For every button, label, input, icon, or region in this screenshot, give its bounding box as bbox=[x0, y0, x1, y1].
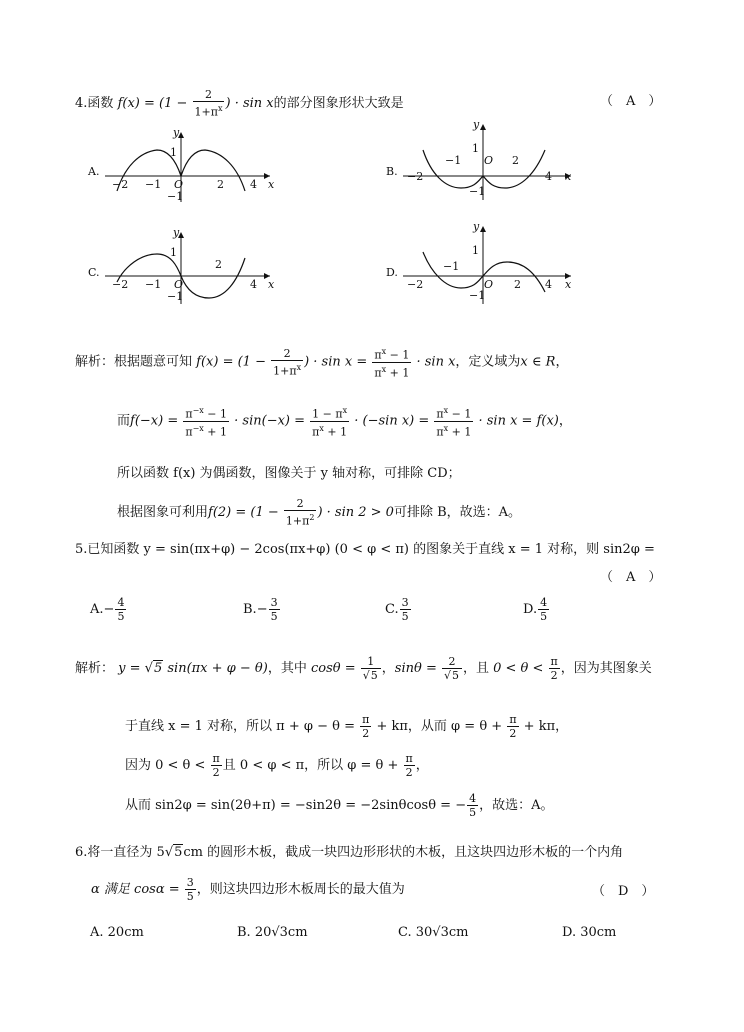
q5-option-d: D. $\frac{4}{5}$ bbox=[523, 596, 548, 623]
svg-text:4: 4 bbox=[545, 170, 552, 183]
svg-text:y: y bbox=[173, 228, 180, 239]
svg-text:x: x bbox=[565, 278, 572, 291]
graph-d-label: D. bbox=[386, 266, 398, 279]
q5-analysis-line3: 因为 0 < θ < $\frac{\pi}{2}$ 且 0 < φ < π，所以 φ = θ + $\frac{\pi}{2}$ ， bbox=[125, 752, 429, 779]
svg-text:−2: −2 bbox=[407, 170, 424, 183]
q5-answer: （ A ） bbox=[600, 570, 662, 585]
q4-number: 4. bbox=[75, 95, 88, 111]
svg-text:O: O bbox=[174, 178, 184, 191]
svg-text:−2: −2 bbox=[112, 278, 129, 291]
svg-text:x: x bbox=[268, 278, 275, 291]
q4-formula-tail: ) · sin x bbox=[225, 95, 274, 111]
svg-text:−2: −2 bbox=[407, 278, 424, 291]
graph-c-label: C. bbox=[88, 266, 100, 279]
svg-text:x: x bbox=[565, 170, 572, 183]
svg-text:−1: −1 bbox=[145, 278, 162, 291]
q4-formula-head: f(x) = (1 − bbox=[117, 95, 192, 111]
svg-text:−1: −1 bbox=[445, 154, 462, 167]
q5-option-c: C. $\frac{3}{5}$ bbox=[385, 596, 409, 623]
q6-stem: 6.将一直径为 5√5cm 的圆形木板，截成一块四边形形状的木板，且这块四边形木板的一个内角 bbox=[75, 845, 624, 860]
svg-text:O: O bbox=[484, 154, 494, 167]
svg-text:−1: −1 bbox=[469, 185, 486, 198]
svg-text:2: 2 bbox=[512, 154, 519, 167]
q5-option-a: A.− $\frac{4}{5}$ bbox=[90, 596, 125, 623]
svg-text:4: 4 bbox=[250, 278, 257, 291]
svg-text:2: 2 bbox=[514, 278, 521, 291]
svg-text:−1: −1 bbox=[167, 190, 184, 203]
q6-option-a: A. 20cm bbox=[90, 925, 144, 940]
graph-c bbox=[85, 228, 285, 308]
svg-text:1: 1 bbox=[170, 246, 177, 259]
svg-text:x: x bbox=[268, 178, 275, 191]
q5-option-b: B.− $\frac{3}{5}$ bbox=[243, 596, 278, 623]
q4-stem bbox=[75, 88, 404, 119]
q5-stem: 5.已知函数 y = sin(πx+φ) − 2cos(πx+φ) (0 < φ < π) 的图象关于直线 x = 1 对称，则 sin2φ = bbox=[75, 542, 655, 557]
q4-analysis-line1: 解析：根据题意可知 f(x) = (1 − $\frac{2}{1+\pi^x}$ ) · sin x = $\frac{\pi^x - 1}{\pi^x + 1}$ · sin x，定义域为x ∈ R， bbox=[75, 346, 569, 380]
svg-text:2: 2 bbox=[217, 178, 224, 191]
svg-text:−1: −1 bbox=[145, 178, 162, 191]
svg-text:y: y bbox=[473, 120, 480, 131]
svg-text:y: y bbox=[473, 222, 480, 233]
svg-text:4: 4 bbox=[250, 178, 257, 191]
q5-analysis-line2: 于直线 x = 1 对称，所以 π + φ − θ = $\frac{\pi}{2}$ + kπ，从而 φ = θ + $\frac{\pi}{2}$ + kπ， bbox=[125, 713, 569, 740]
q6-answer: （ D ） bbox=[592, 884, 655, 899]
svg-text:4: 4 bbox=[545, 278, 552, 291]
svg-text:−1: −1 bbox=[443, 260, 460, 273]
q4-prefix: 函数 bbox=[87, 95, 114, 111]
svg-text:O: O bbox=[174, 278, 184, 291]
graph-a-label: A. bbox=[88, 165, 100, 178]
q6-option-b: B. 20√3cm bbox=[237, 925, 308, 940]
svg-text:1: 1 bbox=[472, 244, 479, 257]
graph-a bbox=[85, 128, 285, 206]
svg-text:y: y bbox=[173, 128, 180, 139]
graph-b-label: B. bbox=[386, 165, 398, 178]
svg-text:2: 2 bbox=[215, 258, 222, 271]
svg-text:−2: −2 bbox=[112, 178, 129, 191]
q4-analysis-line2: 而f(−x) = $\frac{\pi^{-x} - 1}{\pi^{-x} + 1}$ · sin(−x) = $\frac{1 - \pi^x}{\pi^x + 1}$ · (−sin x) = $\frac{\pi^x - 1}{\pi^x + 1}$ · sin x = f(x)， bbox=[117, 406, 572, 439]
svg-text:1: 1 bbox=[472, 142, 479, 155]
q6-stem-line2: α 满足 cosα = $\frac{3}{5}$ ，则这块四边形木板周长的最大值为 bbox=[91, 876, 405, 903]
q6-option-c: C. 30√3cm bbox=[398, 925, 469, 940]
q4-analysis-line4: 根据图象可利用f(2) = (1 − $\frac{2}{1+\pi^2}$ ) · sin 2 > 0可排除 B，故选：A。 bbox=[117, 497, 522, 528]
svg-text:O: O bbox=[484, 278, 494, 291]
q5-analysis-line4: 从而 sin2φ = sin(2θ+π) = −sin2θ = −2sinθcosθ = − $\frac{4}{5}$ ，故选：A。 bbox=[125, 792, 554, 819]
q4-suffix: 的部分图象形状大致是 bbox=[273, 95, 404, 111]
q4-analysis-line3: 所以函数 f(x) 为偶函数，图像关于 y 轴对称，可排除 CD； bbox=[117, 466, 461, 481]
graph-d bbox=[383, 222, 583, 308]
q5-analysis-line1: 解析： y = √5 sin(πx + φ − θ)，其中 cosθ = $\frac{1}{√5}$ ，sinθ = $\frac{2}{√5}$ ，且 0 < θ < $\frac{\pi}{2}$ ，因为其图象关 bbox=[75, 655, 652, 682]
q4-fraction: $\frac{2}{1+\pi^x}$ bbox=[194, 88, 223, 119]
q6-option-d: D. 30cm bbox=[562, 925, 617, 940]
q4-answer: （ A ） bbox=[600, 94, 662, 109]
graph-b bbox=[383, 120, 583, 202]
svg-text:1: 1 bbox=[170, 146, 177, 159]
svg-text:−1: −1 bbox=[469, 289, 486, 302]
svg-text:−1: −1 bbox=[167, 290, 184, 303]
